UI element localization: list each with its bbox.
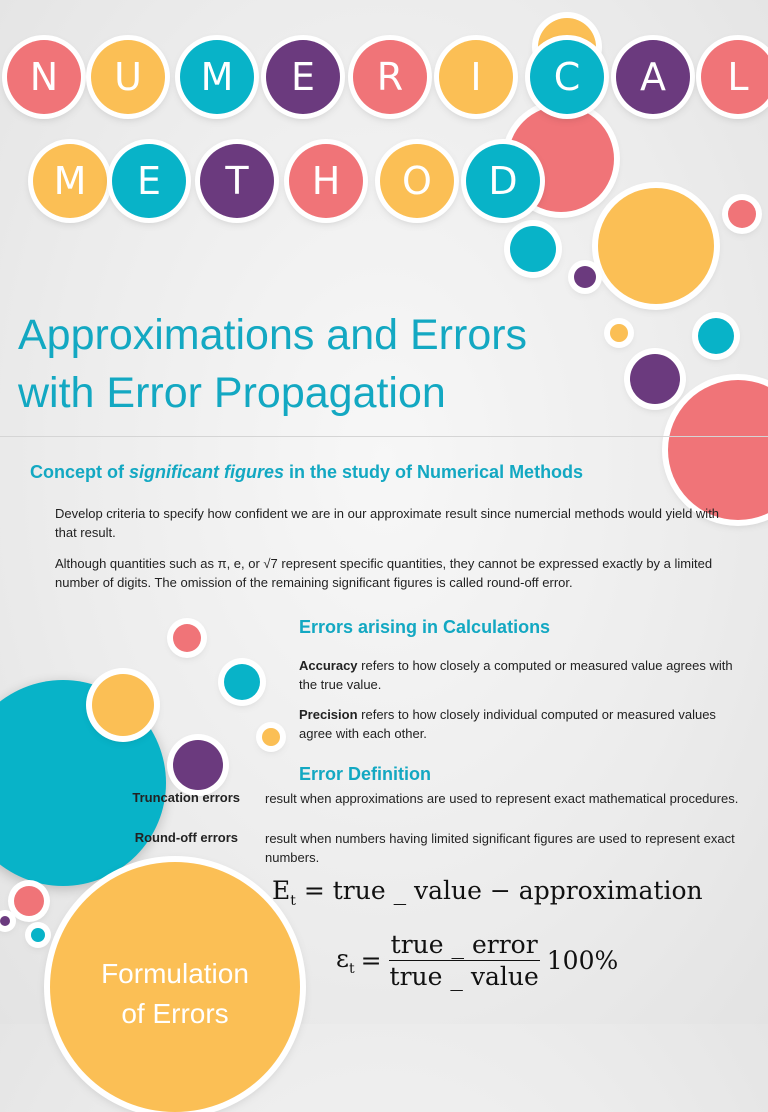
concept-heading-post: in the study of Numerical Methods [284, 462, 584, 482]
errors-calc-heading: Errors arising in Calculations [299, 617, 551, 637]
eq1-rhs: = true _ value − approximation [303, 876, 703, 905]
concept-heading [30, 462, 583, 483]
title-letter-circle: M [180, 40, 254, 114]
title-letter-circle: M [33, 144, 107, 218]
accuracy-text: refers to how closely a computed or measured value agrees with the true value. [299, 658, 733, 692]
decor-circle [173, 740, 223, 790]
decor-circle [668, 380, 768, 520]
eq1-symbol: E [272, 876, 291, 905]
eq2-percent: 100% [546, 946, 619, 975]
title-letter-circle: E [266, 40, 340, 114]
decor-circle [630, 354, 680, 404]
precision-definition [299, 705, 739, 743]
true-error-equation [272, 876, 703, 909]
round-off-errors-term: Round-off errors [134, 830, 238, 845]
eq2-denominator: true _ value [389, 962, 539, 991]
title-letter-circle: T [200, 144, 274, 218]
decor-circle [224, 664, 260, 700]
title-letter-circle: I [439, 40, 513, 114]
concept-heading-emphasis: significant figures [129, 462, 285, 482]
truncation-errors-term: Truncation errors [132, 790, 240, 805]
title-letter-circle: A [616, 40, 690, 114]
section-divider [0, 436, 768, 437]
page-title [18, 306, 618, 422]
decor-circle [574, 266, 596, 288]
error-definition-heading: Error Definition [299, 764, 432, 784]
concept-paragraph-2: Although quantities such as π, e, or √7 represent specific quantities, they cannot be expressed exactly by a limited number of digits. The omission of the remaining significant figures is called round-off error. [55, 556, 713, 590]
title-letter-circle: D [466, 144, 540, 218]
truncation-errors-text: result when approximations are used to represent exact mathematical procedures. [265, 791, 739, 806]
eq2-fraction [388, 930, 541, 991]
title-letter-circle: O [380, 144, 454, 218]
title-letter-circle: R [353, 40, 427, 114]
page-title-line-1: Approximations and Errors [18, 311, 528, 359]
title-letter-circle: C [530, 40, 604, 114]
concept-paragraph-1: Develop criteria to specify how confident we are in our approximate result since numercial methods would yield with that result. [55, 506, 720, 540]
round-off-errors-text: result when numbers having limited significant figures are used to represent exact numbers. [265, 831, 735, 865]
relative-error-equation [336, 930, 618, 991]
decor-circle [14, 886, 44, 916]
decor-circle [598, 188, 714, 304]
decor-circle [0, 916, 10, 926]
title-letter-circle: E [112, 144, 186, 218]
eq1-subscript: t [290, 893, 296, 909]
decor-circle [698, 318, 734, 354]
formulation-label-line-1: Formulation [101, 958, 249, 989]
formulation-label [50, 954, 300, 1034]
title-letter-circle: L [701, 40, 768, 114]
eq2-equals: = [360, 946, 382, 975]
eq2-lhs [336, 944, 355, 977]
accuracy-definition [299, 656, 739, 694]
decor-circle [31, 928, 45, 942]
decor-circle [728, 200, 756, 228]
decor-circle [173, 624, 201, 652]
formulation-label-line-2: of Errors [121, 998, 229, 1029]
accuracy-term: Accuracy [299, 658, 358, 673]
eq2-symbol: ε [336, 944, 349, 973]
page-title-line-2: with Error Propagation [18, 369, 446, 417]
decor-circle [510, 226, 556, 272]
decor-circle [92, 674, 154, 736]
title-letter-circle: U [91, 40, 165, 114]
eq2-numerator: true _ error [390, 930, 538, 959]
precision-text: refers to how closely individual computed or measured values agree with each other. [299, 707, 716, 741]
title-letter-circle: N [7, 40, 81, 114]
title-letter-circle: H [289, 144, 363, 218]
eq2-subscript: t [348, 961, 355, 977]
precision-term: Precision [299, 707, 358, 722]
concept-heading-pre: Concept of [30, 462, 129, 482]
decor-circle [262, 728, 280, 746]
